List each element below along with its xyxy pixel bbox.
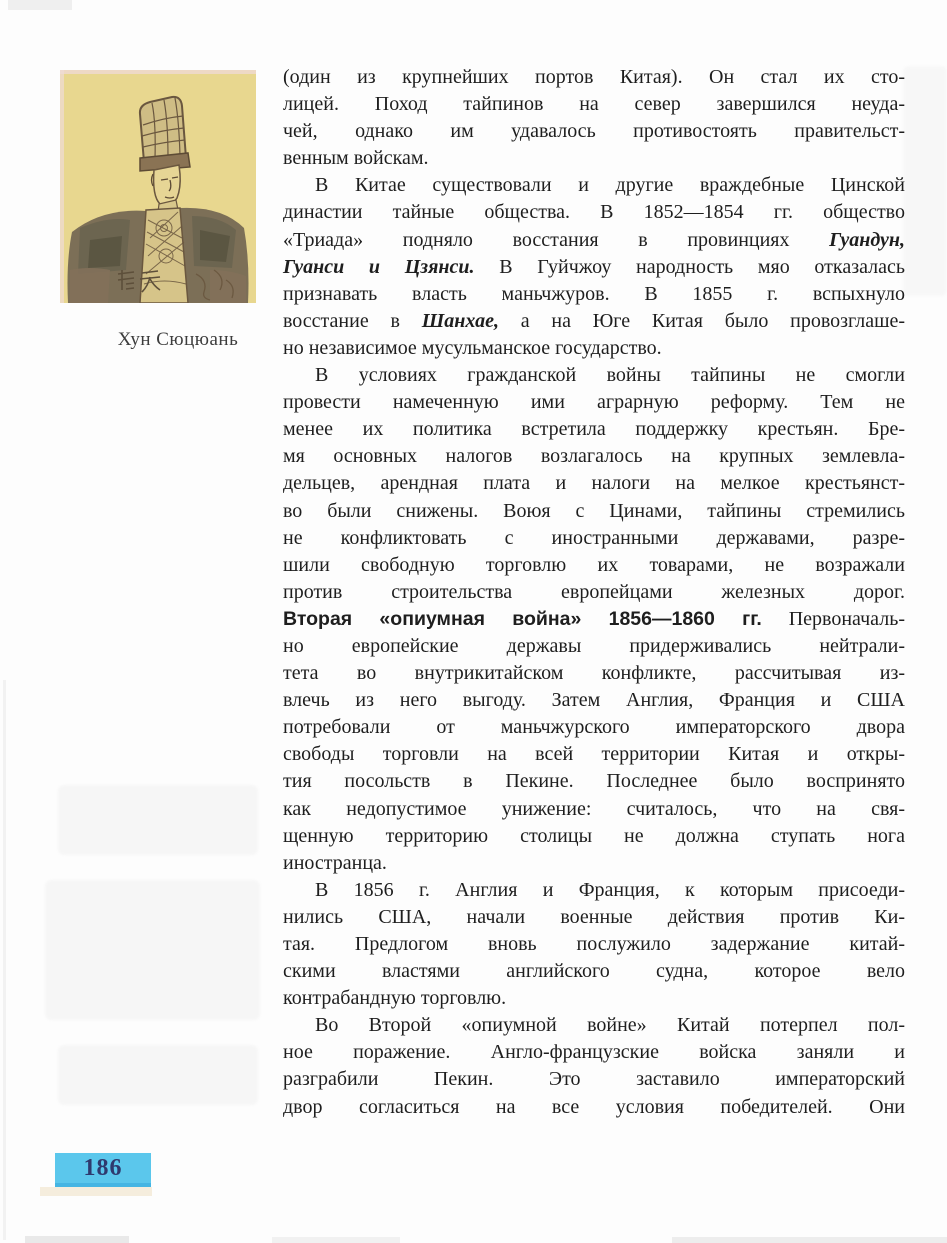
body-text: «Триада» подняло восстания в провинциях [283,228,830,251]
paragraph [283,172,905,362]
body-text-column [283,64,905,1121]
body-text: ное поражение. Англо-французские войска заняли и [283,1041,905,1064]
scan-artifact [903,66,947,296]
text-line [283,1094,905,1121]
text-line [283,362,905,389]
text-line [283,687,905,714]
text-line [283,416,905,443]
body-text: не конфликтовать с иностранными державами, разре- [283,526,905,549]
text-line [283,606,905,633]
body-text: иностранца. [283,851,387,874]
body-text: династии тайные общества. В 1852—1854 гг. общество [283,201,905,224]
body-text: контрабандную торговлю. [283,987,507,1010]
text-line [283,172,905,199]
portrait-illustration [60,70,256,303]
body-text: двор согласиться на все условия победителей. Они [283,1095,905,1118]
text-line [283,199,905,226]
text-line [283,931,905,958]
body-text: признавать власть маньчжуров. В 1855 г. вспыхнуло [283,282,905,305]
portrait-woodcut-image [60,70,256,303]
text-line [283,768,905,795]
text-line [283,714,905,741]
scan-artifact [58,785,258,855]
text-line [283,741,905,768]
text-line [283,904,905,931]
emphasis-term: Гуандун, [829,228,905,251]
text-line [283,796,905,823]
body-text: В 1856 г. Англия и Франция, к которым присоеди- [315,878,905,901]
text-line [283,470,905,497]
body-text: скими властями английского судна, которое вело [283,960,905,983]
text-line [283,118,905,145]
body-text: дельцев, арендная плата и налоги на мелкое крестьянст- [283,472,905,495]
paragraph [283,362,905,606]
body-text: тая. Предлогом вновь послужило задержание китай- [283,933,905,955]
text-line [283,958,905,985]
body-text: (один из крупнейших портов Китая). Он стал их сто- [283,66,905,88]
body-text: шили свободную торговлю их товарами, не возражали [283,553,905,576]
body-text: мя основных налогов возлагалось на крупных землевла- [283,445,905,468]
text-line [283,850,905,877]
scan-artifact [672,1237,947,1243]
scan-artifact [8,0,72,10]
text-line [283,443,905,470]
section-heading: Вторая «опиумная война» 1856—1860 гг. [283,607,762,630]
body-text: лицей. Поход тайпинов на север завершился неуда- [283,93,905,116]
body-text: щенную территорию столицы не должна ступать нога [283,824,905,847]
scan-artifact [45,880,260,1020]
body-text: а на Юге Китая было провозглаше- [498,309,906,332]
body-text: провести намеченную ими аграрную реформу. Тем не [283,391,905,414]
body-text: тета во внутрикитайском конфликте, рассчитывая из- [283,662,905,685]
body-text: восстание в [283,309,422,332]
text-line [283,254,905,281]
text-line [283,1012,905,1039]
body-text: как недопустимое унижение: считалось, что на свя- [283,797,905,820]
scan-artifact [25,1236,129,1243]
paragraph [283,877,905,1012]
text-line [283,660,905,687]
body-text: менее их политика встретила поддержку крестьян. Бре- [283,418,905,441]
body-text: чей, однако им удавалось противостоять правительст- [283,120,905,143]
text-line [283,498,905,525]
body-text: В условиях гражданской войны тайпины не смогли [315,364,905,387]
paragraph [283,64,905,172]
text-line [283,633,905,660]
text-line [283,281,905,308]
portrait-caption: Хун Сюцюань [117,329,239,350]
text-line [283,1066,905,1093]
scan-artifact [58,1045,258,1105]
body-text: венным войскам. [283,147,429,170]
body-text: Во Второй «опиумной войне» Китай потерпел пол- [315,1014,905,1037]
body-text: тия посольств в Пекине. Последнее было воспринято [283,770,905,793]
text-line [283,579,905,606]
body-text: разграбили Пекин. Это заставило императорский [283,1068,905,1091]
text-line [283,227,905,254]
text-line [283,877,905,904]
text-line [283,64,905,91]
page-number: 186 [83,1154,123,1181]
emphasis-term: Шанхае, [421,309,499,332]
text-line [283,145,905,172]
text-line [283,552,905,579]
text-line [283,335,905,362]
body-text: против строительства европейцами железных дорог. [283,580,905,603]
text-line [283,985,905,1012]
scan-artifact [272,1237,400,1243]
body-text: но европейские державы придерживались нейтрали- [283,634,905,657]
paragraph [283,606,905,877]
body-text: во были снижены. Воюя с Цинами, тайпины стремились [283,499,905,522]
text-line [283,308,905,335]
body-text: потребовали от маньчжурского императорского двора [283,716,905,739]
text-line [283,1039,905,1066]
body-text: влечь из него выгоду. Затем Англия, Франция и США [283,689,905,712]
body-text: нились США, начали военные действия против Ки- [283,905,905,928]
scan-artifact [40,1187,152,1196]
text-line [283,389,905,416]
paragraph [283,1012,905,1120]
text-line [283,91,905,118]
emphasis-term: Гуанси и Цзянси. [283,255,475,278]
body-text: В Гуйчжоу народность мяо отказалась [474,255,906,278]
page-number-badge [55,1153,151,1187]
body-text: В Китае существовали и другие враждебные Цинской [315,174,905,197]
scan-artifact [3,680,6,1240]
body-text: Первоначаль- [761,607,905,630]
body-text: свободы торговли на всей территории Китая и откры- [283,743,905,766]
body-text: но независимое мусульманское государство. [283,336,662,359]
text-line [283,823,905,850]
text-line [283,525,905,552]
